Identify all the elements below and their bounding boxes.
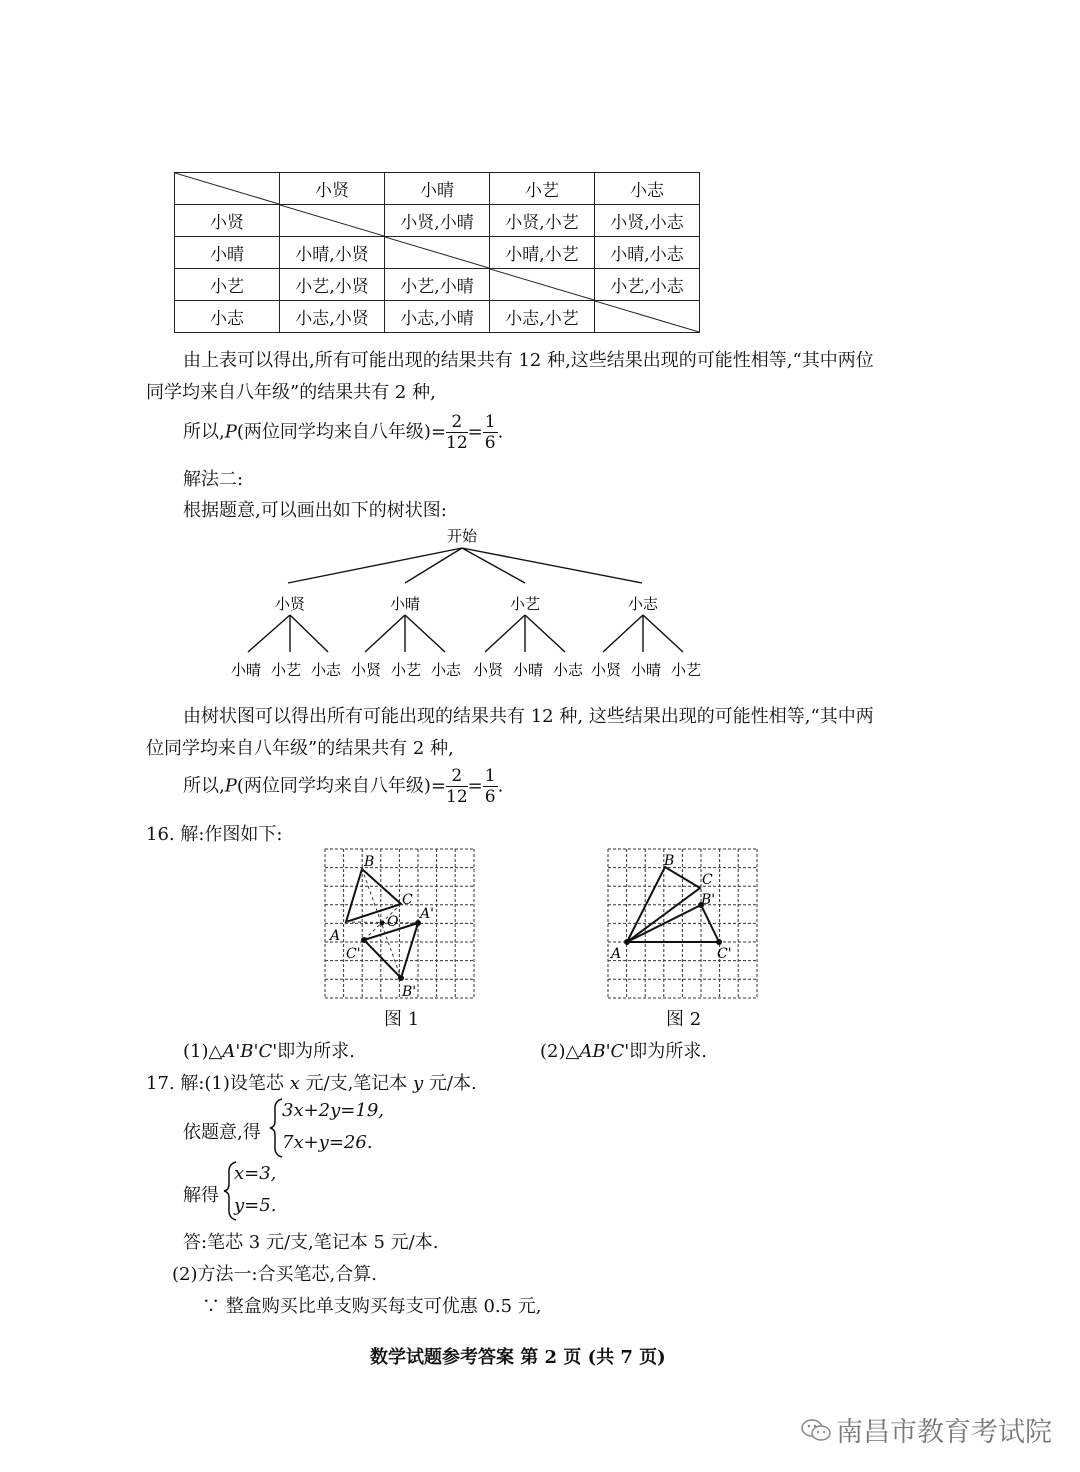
- tree-leaf: 小晴: [630, 661, 662, 679]
- table-cell: 小晴,小志: [595, 237, 700, 269]
- table-corner-diagonal: [175, 173, 279, 204]
- table-cell-empty: [595, 301, 700, 333]
- tree-leaf: 小贤: [472, 661, 504, 679]
- text: 元/本.: [423, 1073, 477, 1094]
- tree-branch-node: 小志: [627, 595, 659, 613]
- paragraph-line: 根据题意,可以画出如下的树状图:: [183, 500, 447, 521]
- table-corner-cell: [175, 173, 280, 205]
- paragraph-line: 由上表可以得出,所有可能出现的结果共有 12 种,这些结果出现的可能性相等,“其中两位: [183, 350, 874, 371]
- text: 即为所求.: [629, 1041, 707, 1062]
- fraction-numerator: 2: [446, 412, 468, 433]
- fraction-denominator: 12: [446, 787, 468, 807]
- table-cell-empty: [280, 205, 385, 237]
- fraction-denominator: 6: [484, 433, 496, 453]
- tree-leaf: 小艺: [390, 661, 422, 679]
- text: △A'B'C': [208, 1041, 278, 1062]
- fraction: [483, 412, 498, 453]
- fraction-numerator: 1: [484, 766, 496, 786]
- fraction-denominator: 6: [484, 787, 496, 807]
- text: 元/支,笔记本: [299, 1073, 414, 1094]
- table-header-cell: 小艺: [490, 173, 595, 205]
- solution-label: 解得: [183, 1185, 219, 1206]
- fraction-numerator: 2: [446, 766, 468, 787]
- question-head: [146, 1069, 477, 1095]
- fig2-label-C-prime: C': [717, 946, 732, 962]
- tree-leaf: 小志: [552, 661, 584, 679]
- text: (两位同学均来自八年级)=: [236, 775, 446, 797]
- tree-leaf: 小贤: [350, 661, 382, 679]
- table-cell: 小晴,小艺: [490, 237, 595, 269]
- tree-diagram: [200, 520, 740, 685]
- probability-line: [183, 412, 503, 453]
- text: (2): [540, 1041, 566, 1062]
- table-row-label: 小艺: [175, 269, 280, 301]
- fraction: [483, 766, 498, 807]
- question-head: 16. 解:作图如下:: [146, 824, 283, 845]
- fig1-label-C: C: [402, 892, 413, 908]
- table-cell: 小贤,小志: [595, 205, 700, 237]
- fig2-label-B-prime: B': [701, 892, 716, 908]
- text: x: [289, 1073, 300, 1094]
- table-diagonal: [280, 205, 384, 236]
- tree-leaf: 小志: [430, 661, 462, 679]
- table-cell: 小志,小晴: [385, 301, 490, 333]
- table-cell: 小艺,小志: [595, 269, 700, 301]
- table-cell: 小志,小艺: [490, 301, 595, 333]
- text: =: [467, 775, 483, 797]
- outcome-table: [174, 172, 700, 333]
- text: 即为所求.: [277, 1041, 355, 1062]
- text: 所以,: [183, 775, 225, 797]
- answer-1: [183, 1037, 355, 1063]
- text: 17. 解:(1)设笔芯: [146, 1073, 290, 1094]
- answer-line: 答:笔芯 3 元/支,笔记本 5 元/本.: [183, 1232, 439, 1253]
- text: 所以,: [183, 421, 225, 443]
- text: P: [224, 775, 237, 797]
- text: .: [497, 775, 504, 797]
- fig1-label-B-prime: B': [402, 984, 417, 1000]
- tree-leaf: 小晴: [230, 661, 262, 679]
- table-cell: 小贤,小艺: [490, 205, 595, 237]
- figure-1-caption: 图 1: [384, 1009, 420, 1030]
- fig1-label-C-prime: C': [346, 946, 361, 962]
- table-row-label: 小晴: [175, 237, 280, 269]
- tree-edges: [248, 548, 683, 652]
- page-footer: 数学试题参考答案 第 2 页 (共 7 页): [370, 1347, 666, 1368]
- watermark-text: 南昌市教育考试院: [836, 1417, 1052, 1448]
- figure-2-grid: [607, 848, 759, 1000]
- system-label: 依题意,得: [183, 1122, 261, 1143]
- text: (1): [183, 1041, 209, 1062]
- tree-branch-node: 小艺: [509, 595, 541, 613]
- figure-2-caption: 图 2: [666, 1009, 702, 1030]
- table-row-label: 小贤: [175, 205, 280, 237]
- section-title: 解法二:: [183, 469, 244, 490]
- tree-leaf: 小艺: [270, 661, 302, 679]
- fig2-label-A: A: [611, 946, 622, 962]
- paragraph-line: 同学均来自八年级”的结果共有 2 种,: [146, 382, 436, 403]
- watermark: [800, 1410, 1052, 1449]
- table-header-cell: 小晴: [385, 173, 490, 205]
- paragraph-line: 由树状图可以得出所有可能出现的结果共有 12 种, 这些结果出现的可能性相等,“其中两: [183, 706, 874, 727]
- table-header-cell: 小贤: [280, 173, 385, 205]
- fraction-denominator: 12: [446, 433, 468, 453]
- table-diagonal: [385, 237, 489, 268]
- fig2-label-B: B: [664, 853, 675, 869]
- fraction: [446, 766, 468, 807]
- table-cell: 小艺,小晴: [385, 269, 490, 301]
- text: =: [467, 421, 483, 443]
- text: △AB'C': [565, 1041, 630, 1062]
- fig2-label-C: C: [702, 872, 713, 888]
- table-diagonal: [595, 301, 699, 332]
- tree-leaf: 小晴: [512, 661, 544, 679]
- tree-root: 开始: [446, 527, 478, 545]
- table-cell: 小晴,小贤: [280, 237, 385, 269]
- text: P: [224, 421, 237, 443]
- solution-1: x=3,: [234, 1163, 277, 1184]
- wechat-icon: [800, 1416, 832, 1444]
- fig1-label-B: B: [364, 854, 375, 870]
- figure-1-grid: [324, 848, 476, 1000]
- text: y: [413, 1073, 424, 1094]
- tree-leaf: 小艺: [670, 661, 702, 679]
- text: (两位同学均来自八年级)=: [236, 421, 446, 443]
- equation-1: 3x+2y=19,: [282, 1100, 385, 1121]
- fraction: [446, 412, 468, 453]
- tree-leaf: 小贤: [590, 661, 622, 679]
- grid-lines: [608, 849, 757, 998]
- equation-2: 7x+y=26.: [282, 1132, 373, 1153]
- table-cell-empty: [490, 269, 595, 301]
- table-cell: 小志,小贤: [280, 301, 385, 333]
- paragraph-line: 位同学均来自八年级”的结果共有 2 种,: [146, 738, 454, 759]
- fig1-label-A: A: [330, 928, 341, 944]
- solution-2: y=5.: [234, 1195, 277, 1216]
- tree-leaf: 小志: [310, 661, 342, 679]
- fraction-numerator: 1: [484, 412, 496, 432]
- probability-line: [183, 766, 503, 807]
- table-diagonal: [490, 269, 594, 300]
- table-cell: 小艺,小贤: [280, 269, 385, 301]
- fig1-label-A-prime: A': [420, 906, 434, 922]
- tree-branch-node: 小贤: [274, 595, 306, 613]
- table-cell: 小贤,小晴: [385, 205, 490, 237]
- because-line: ∵ 整盒购买比单支购买每支可优惠 0.5 元,: [202, 1296, 542, 1317]
- table-row-label: 小志: [175, 301, 280, 333]
- answer-2: [540, 1037, 707, 1063]
- fig1-label-O: O: [387, 914, 399, 930]
- part-2-line: (2)方法一:合买笔芯,合算.: [172, 1264, 378, 1285]
- table-header-cell: 小志: [595, 173, 700, 205]
- text: .: [497, 421, 504, 443]
- tree-branch-node: 小晴: [389, 595, 421, 613]
- table-cell-empty: [385, 237, 490, 269]
